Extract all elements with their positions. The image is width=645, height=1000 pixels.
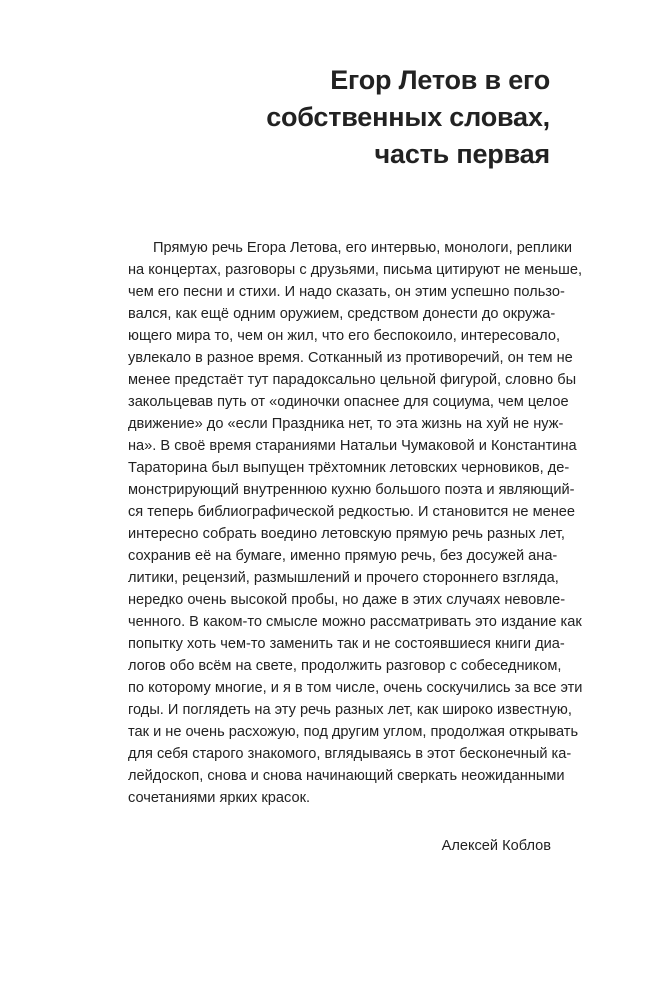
paragraph-line: сохранив её на бумаге, именно прямую речь, без досужей ана- bbox=[128, 548, 558, 564]
paragraph-line: Прямую речь Егора Летова, его интервью, монологи, реплики bbox=[153, 240, 573, 256]
paragraph-line: закольцевав путь от «одиночки опаснее для социума, чем целое bbox=[128, 394, 569, 410]
chapter-title-line: Егор Летов в его bbox=[330, 65, 550, 95]
paragraph-line: на». В своё время стараниями Натальи Чумаковой и Константина bbox=[128, 438, 577, 454]
body-paragraph bbox=[128, 237, 583, 809]
author-signature: Алексей Коблов bbox=[441, 838, 551, 854]
paragraph-line: чем его песни и стихи. И надо сказать, он этим успешно пользо- bbox=[128, 284, 565, 300]
chapter-title bbox=[130, 62, 550, 173]
chapter-title-line: часть первая bbox=[374, 139, 550, 169]
paragraph-line: увлекало в разное время. Сотканный из противоречий, он тем не bbox=[128, 350, 573, 366]
paragraph-line: ченного. В каком-то смысле можно рассматривать это издание как bbox=[128, 614, 582, 630]
paragraph-line: по которому многие, и я в том числе, очень соскучились за все эти bbox=[128, 680, 583, 696]
paragraph-line: ся теперь библиографической редкостью. И становится не менее bbox=[128, 504, 576, 520]
paragraph-line: движение» до «если Праздника нет, то эта жизнь на хуй не нуж- bbox=[128, 416, 564, 432]
paragraph-line: для себя старого знакомого, вглядываясь в этот бесконечный ка- bbox=[128, 746, 572, 762]
chapter-title-line: собственных словах, bbox=[266, 102, 550, 132]
paragraph-line: на концертах, разговоры с друзьями, письма цитируют не меньше, bbox=[128, 262, 582, 278]
paragraph-line: нередко очень высокой пробы, но даже в этих случаях невовле- bbox=[128, 592, 566, 608]
paragraph-line: монстрирующий внутреннюю кухню большого поэта и являющий- bbox=[128, 482, 575, 498]
paragraph-line: менее предстаёт тут парадоксально цельной фигурой, словно бы bbox=[128, 372, 577, 388]
paragraph-line: так и не очень расхожую, под другим углом, продолжая открывать bbox=[128, 724, 579, 740]
paragraph-line: лейдоскоп, снова и снова начинающий сверкать неожиданными bbox=[128, 768, 565, 784]
paragraph-line: попытку хоть чем-то заменить так и не состоявшиеся книги диа- bbox=[128, 636, 565, 652]
paragraph-line: интересно собрать воедино летовскую прямую речь разных лет, bbox=[128, 526, 565, 542]
paragraph-line: литики, рецензий, размышлений и прочего стороннего взгляда, bbox=[128, 570, 559, 586]
paragraph-line: сочетаниями ярких красок. bbox=[128, 790, 311, 806]
paragraph-line: логов обо всём на свете, продолжить разговор с собеседником, bbox=[128, 658, 562, 674]
paragraph-line: Тараторина был выпущен трёхтомник летовских черновиков, де- bbox=[128, 460, 570, 476]
paragraph-line: вался, как ещё одним оружием, средством донести до окружа- bbox=[128, 306, 556, 322]
paragraph-line: годы. И поглядеть на эту речь разных лет, как широко известную, bbox=[128, 702, 572, 718]
paragraph-line: ющего мира то, чем он жил, что его беспокоило, интересовало, bbox=[128, 328, 561, 344]
